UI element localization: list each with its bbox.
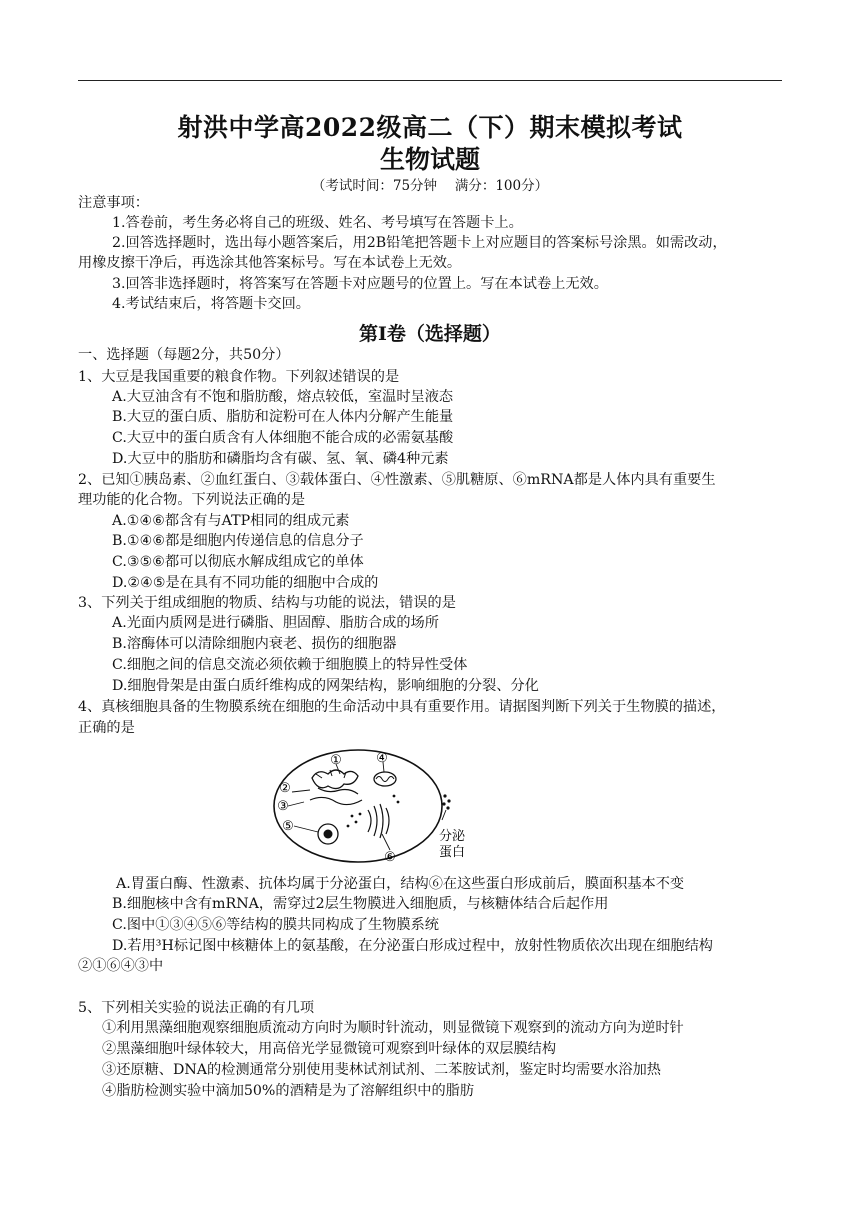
note-item: 用橡皮擦干净后，再选涂其他答案标号。写在本试卷上无效。: [78, 255, 462, 271]
question-stem: 理功能的化合物。下列说法正确的是: [78, 492, 306, 508]
question-option: ①利用黑藻细胞观察细胞质流动方向时为顺时针流动，则显微镜下观察到的流动方向为逆时针: [102, 1020, 684, 1036]
question-stem: 2、已知①胰岛素、②血红蛋白、③载体蛋白、④性激素、⑤肌糖原、⑥mRNA都是人体内具有重要生: [78, 472, 716, 488]
mitochondrion-shape: [374, 772, 396, 786]
figure-label: ⑤: [282, 819, 294, 834]
nucleus-shape: [312, 770, 358, 789]
note-item: 2.回答选择题时，选出每小题答案后，用2B铅笔把答题卡上对应题目的答案标号涂黑。如需改动，: [112, 235, 727, 251]
figure-label: ②: [279, 781, 291, 796]
question-option: D.②④⑤是在具有不同功能的细胞中合成的: [112, 575, 379, 591]
figure-label: ①: [330, 753, 342, 768]
question-option: C.③⑤⑥都可以彻底水解成组成它的单体: [112, 554, 364, 570]
note-item: 4.考试结束后，将答题卡交回。: [112, 296, 310, 312]
question-stem: 3、下列关于组成细胞的物质、结构与功能的说法，错误的是: [78, 595, 456, 611]
notes-heading: 注意事项：: [78, 195, 149, 211]
question-option: A.光面内质网是进行磷脂、胆固醇、脂肪合成的场所: [112, 615, 439, 631]
section-title: 第I卷（选择题）: [359, 323, 501, 345]
question-stem: 1、大豆是我国重要的粮食作物。下列叙述错误的是: [78, 369, 400, 385]
question-option: B.①④⑥都是细胞内传递信息的信息分子: [112, 533, 364, 549]
question-option: ②①⑥④③中: [78, 958, 164, 974]
question-option: B.溶酶体可以清除细胞内衰老、损伤的细胞器: [112, 636, 397, 652]
cell-membrane-figure: [270, 744, 480, 866]
question-option: ②黑藻细胞叶绿体较大，用高倍光学显微镜可观察到叶绿体的双层膜结构: [102, 1041, 557, 1057]
exam-title: 射洪中学高2022级高二（下）期末模拟考试: [177, 113, 683, 142]
question-stem: 正确的是: [78, 720, 135, 736]
question-option: B.细胞核中含有mRNA，需穿过2层生物膜进入细胞质，与核糖体结合后起作用: [112, 896, 609, 912]
question-stem: 4、真核细胞具备的生物膜系统在细胞的生命活动中具有重要作用。请据图判断下列关于生物膜的描述，: [78, 699, 726, 715]
figure-caption: 蛋白: [438, 845, 466, 860]
question-option: C.图中①③④⑤⑥等结构的膜共同构成了生物膜系统: [112, 917, 439, 933]
figure-caption: 分泌: [438, 829, 466, 844]
golgi-shape: [368, 804, 389, 838]
note-item: 1.答卷前，考生务必将自己的班级、姓名、考号填写在答题卡上。: [112, 215, 523, 231]
question-option: ③还原糖、DNA的检测通常分别使用斐林试剂试剂、二苯胺试剂，鉴定时均需要水浴加热: [102, 1062, 661, 1078]
question-option: B.大豆的蛋白质、脂肪和淀粉可在人体内分解产生能量: [112, 409, 454, 425]
question-option: D.细胞骨架是由蛋白质纤维构成的网架结构，影响细胞的分裂、分化: [112, 678, 539, 694]
note-item: 3.回答非选择题时，将答案写在答题卡对应题号的位置上。写在本试卷上无效。: [112, 276, 608, 292]
question-option: D.若用³H标记图中核糖体上的氨基酸，在分泌蛋白形成过程中，放射性物质依次出现在细胞结构: [112, 938, 713, 954]
top-rule: [78, 80, 782, 81]
question-option: A.胃蛋白酶、性激素、抗体均属于分泌蛋白，结构⑥在这些蛋白形成前后，膜面积基本不变: [116, 876, 685, 892]
exam-info: （考试时间：75分钟 满分：100分）: [311, 178, 549, 194]
cell-outline: [274, 750, 442, 862]
question-option: ④脂肪检测实验中滴加50%的酒精是为了溶解组织中的脂肪: [102, 1083, 475, 1099]
question-option: A.大豆油含有不饱和脂肪酸，熔点较低，室温时呈液态: [112, 389, 454, 405]
part-heading: 一、选择题（每题2分，共50分）: [78, 347, 290, 363]
question-stem: 5、下列相关实验的说法正确的有几项: [78, 1000, 315, 1016]
question-option: C.细胞之间的信息交流必须依赖于细胞膜上的特异性受体: [112, 657, 468, 673]
subject-title: 生物试题: [379, 145, 480, 174]
figure-label: ⑥: [384, 850, 396, 865]
question-option: D.大豆中的脂肪和磷脂均含有碳、氢、氧、磷4种元素: [112, 451, 449, 467]
question-option: C.大豆中的蛋白质含有人体细胞不能合成的必需氨基酸: [112, 430, 454, 446]
question-option: A.①④⑥都含有与ATP相同的组成元素: [112, 513, 350, 529]
figure-label: ③: [277, 799, 289, 814]
figure-label: ④: [376, 751, 388, 766]
